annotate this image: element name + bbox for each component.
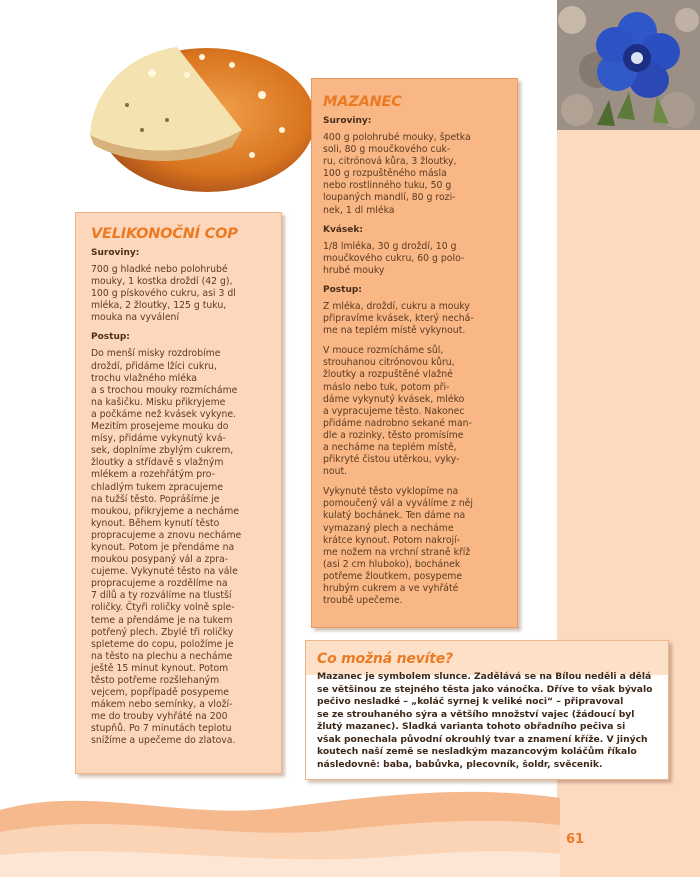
mazanec-method-3: Vykynuté těsto vyklopíme na pomoučený vál a vyválíme z něj kulatý bochánek. Ten dáme na vymazaný plech a necháme krátce kynout. Potom nakrojí- me nožem na vrchní straně kříž (asi 2 cm hluboko), bochánek potřeme žloutkem, posypeme hrubým cukrem a ve vyhřáté troubě upečeme. [323,486,473,607]
mazanec-kvasek: 1/8 lmléka, 30 g droždí, 10 g moučkového cukru, 60 g polo- hrubé mouky [323,240,465,276]
velikonocni-cop-recipe-card [75,212,282,774]
page-number: 61 [566,832,585,847]
mazanec-method-2: V mouce rozmícháme sůl, strouhanou citrónovou kůru, žloutky a rozpuštěné vlažné máslo nebo tuk, potom při- dáme vykynutý kvásek, mléko a vypracujeme těsto. Nakonec přidáme nadrobno sekané man- dle a rozinky, těsto promísíme a necháme na teplém místě, přikryté čistou utěrkou, vyky- nout. [323,345,472,478]
mazanec-bread-photo [82,35,322,200]
mazanec-ingredients: 400 g polohrubé mouky, špetka soli, 80 g moučkového cuk- ru, citrónová kůra, 3 žloutky, 100 g rozpuštěného másla nebo rostlinného tuku, 50 g loupaných mandlí, 80 g rozi- nek, 1 dl mléka [323,132,471,216]
mazanec-ingredients-heading: Suroviny: [323,116,372,126]
did-you-know-title: Co možná nevíte? [317,651,453,667]
mazanec-title: MAZANEC [323,94,402,110]
mazanec-recipe-card [311,78,518,628]
velikonocni-ingredients-heading: Suroviny: [91,248,140,258]
velikonocni-method: Do menší misky rozdrobíme droždí, přidáme lžíci cukru, trochu vlažného mléka a s trochou mouky rozmícháme na kašičku. Misku přikryjeme a počkáme než kvásek vykyne. Mezitím prosejeme mouku do mísy, přidáme vykynutý kvá- sek, doplníme zbylým cukrem, žloutky a střídavě s vlažným mlékem a rozehřátým pro- chladlým tukem zpracujeme na tužší těsto. Poprášíme je moukou, přikryjeme a necháme kynout. Během kynutí těsto propracujeme a znovu necháme kynout. Potom je přendáme na moukou posypaný vál a zpra- cujeme. Vykynuté těsto na vále propracujeme a rozdělíme na 7 dílů a ty rozválíme na tlustší roličky. Čtyři roličky volně sple- teme a přendáme je na tukem potřený plech. Zbylé tři roličky spleteme do copu, položíme je na těsto na plechu a necháme ještě 15 minut kynout. Potom těsto potřeme rozšlehaným vejcem, popřípadě posypeme mákem nebo semínky, a vloží- me do trouby vyhřáté na 200 stupňů. Po 7 minutách teplotu snížíme a upečeme do zlatova. [91,348,242,747]
gentian-flower-photo [557,0,700,130]
did-you-know-text: Mazanec je symbolem slunce. Zadělává se na Bílou neděli a dělá se většinou ze stejného těsta jako vánočka. Dříve to však bývalo pečivo nesladké – „koláč syrnej k veliké noci“ – připravoval se ze strouhaného sýra a většího množství vajec (žádoucí byl žlutý mazanec). Sladká varianta tohoto obřadního pečiva si však ponechala původní okrouhlý tvar a znamení kříže. V jiných koutech naší země se nesladkým mazancovým koláčům říkalo následovně: baba, babůvka, plecovník, šoldr, svěcenik. [317,671,653,770]
velikonocni-ingredients: 700 g hladké nebo polohrubé mouky, 1 kostka droždí (42 g), 100 g pískového cukru, asi 3 dl mléka, 2 žloutky, 125 g tuku, mouka na vyválení [91,264,236,324]
did-you-know-box [305,640,669,780]
mazanec-kvasek-heading: Kvásek: [323,224,363,235]
mazanec-method-heading: Postup: [323,284,362,295]
velikonocni-cop-title: VELIKONOČNÍ COP [91,226,238,242]
velikonocni-method-heading: Postup: [91,332,130,343]
mazanec-method-1: Z mléka, droždí, cukru a mouky připravíme kvásek, který nechá- me na teplém místě vykynout. [323,300,474,337]
bottom-wave-decoration [0,780,700,877]
